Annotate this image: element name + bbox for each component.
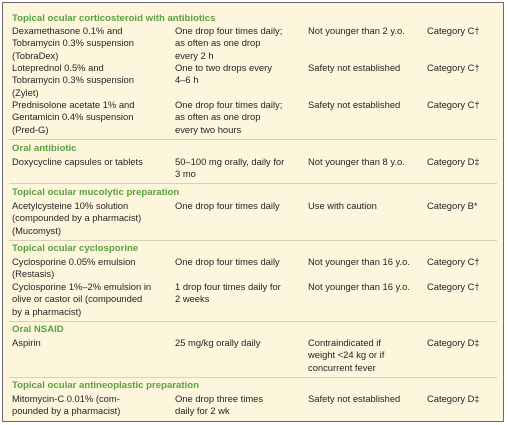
pregnancy-category-aspirin: Category D‡ [427, 337, 480, 348]
pregnancy-category-tobradex: Category C† [427, 25, 480, 36]
age-safety-aspirin: Contraindicated if weight <24 kg or if concurrent fever [308, 337, 385, 373]
section-divider [9, 377, 497, 378]
drug-name-tobradex: Dexamethasone 0.1% and Tobramycin 0.3% suspension (TobraDex) [12, 25, 134, 61]
dosage-mitomycin-c: One drop three times daily for 2 wk [175, 393, 264, 417]
section-divider [9, 240, 497, 241]
pregnancy-category-mitomycin-c: Category D‡ [427, 393, 480, 404]
section-divider [9, 139, 497, 140]
age-safety-tobradex: Not younger than 2 y.o. [308, 25, 405, 36]
age-safety-mitomycin-c: Safety not established [308, 393, 401, 404]
section-title-antineoplastic: Topical ocular antineoplastic preparation [12, 380, 199, 391]
section-title-cyclosporine: Topical ocular cyclosporine [12, 243, 139, 254]
section-title-oral-nsaid: Oral NSAID [12, 324, 64, 335]
section-divider [9, 183, 497, 184]
dosage-mucomyst: One drop four times daily [175, 200, 280, 211]
pregnancy-category-cyclosporine-compounded: Category C† [427, 281, 480, 292]
age-safety-doxycycline: Not younger than 8 y.o. [308, 156, 405, 167]
drug-name-mucomyst: Acetylcysteine 10% solution (compounded by a pharmacist) (Mucomyst) [12, 200, 142, 236]
section-divider [9, 321, 497, 322]
drug-name-restasis: Cyclosporine 0.05% emulsion (Restasis) [12, 256, 136, 280]
dosage-zylet: One to two drops every 4–6 h [175, 62, 272, 86]
dosage-restasis: One drop four times daily [175, 256, 280, 267]
dosage-cyclosporine-compounded: 1 drop four times daily for 2 weeks [175, 281, 281, 305]
dosage-aspirin: 25 mg/kg orally daily [175, 337, 261, 348]
section-title-corticosteroid-antibiotics: Topical ocular corticosteroid with antibiotics [12, 13, 216, 24]
pregnancy-category-doxycycline: Category D‡ [427, 156, 480, 167]
pregnancy-category-mucomyst: Category B* [427, 200, 478, 211]
drug-table [2, 2, 504, 422]
age-safety-restasis: Not younger than 16 y.o. [308, 256, 410, 267]
age-safety-cyclosporine-compounded: Not younger than 16 y.o. [308, 281, 410, 292]
dosage-doxycycline: 50–100 mg orally, daily for 3 mo [175, 156, 285, 180]
age-safety-mucomyst: Use with caution [308, 200, 377, 211]
drug-name-mitomycin-c: Mitomycin-C 0.01% (com- pounded by a pharmacist) [12, 393, 121, 417]
age-safety-zylet: Safety not established [308, 62, 401, 73]
drug-name-zylet: Loteprednol 0.5% and Tobramycin 0.3% suspension (Zylet) [12, 62, 134, 98]
section-title-oral-antibiotic: Oral antibiotic [12, 143, 77, 154]
section-title-mucolytic: Topical ocular mucolytic preparation [12, 187, 180, 198]
drug-name-doxycycline: Doxycycline capsules or tablets [12, 156, 143, 167]
pregnancy-category-restasis: Category C† [427, 256, 480, 267]
age-safety-pred-g: Safety not established [308, 99, 401, 110]
dosage-tobradex: One drop four times daily; as often as one drop every 2 h [175, 25, 283, 61]
dosage-pred-g: One drop four times daily; as often as one drop every two hours [175, 99, 283, 135]
pregnancy-category-zylet: Category C† [427, 62, 480, 73]
drug-name-aspirin: Aspirin [12, 337, 41, 348]
drug-name-pred-g: Prednisolone acetate 1% and Gentamicin 0.4% suspension (Pred-G) [12, 99, 135, 135]
drug-name-cyclosporine-compounded: Cyclosporine 1%–2% emulsion in olive or castor oil (compounded by a pharmacist) [12, 281, 152, 317]
pregnancy-category-pred-g: Category C† [427, 99, 480, 110]
